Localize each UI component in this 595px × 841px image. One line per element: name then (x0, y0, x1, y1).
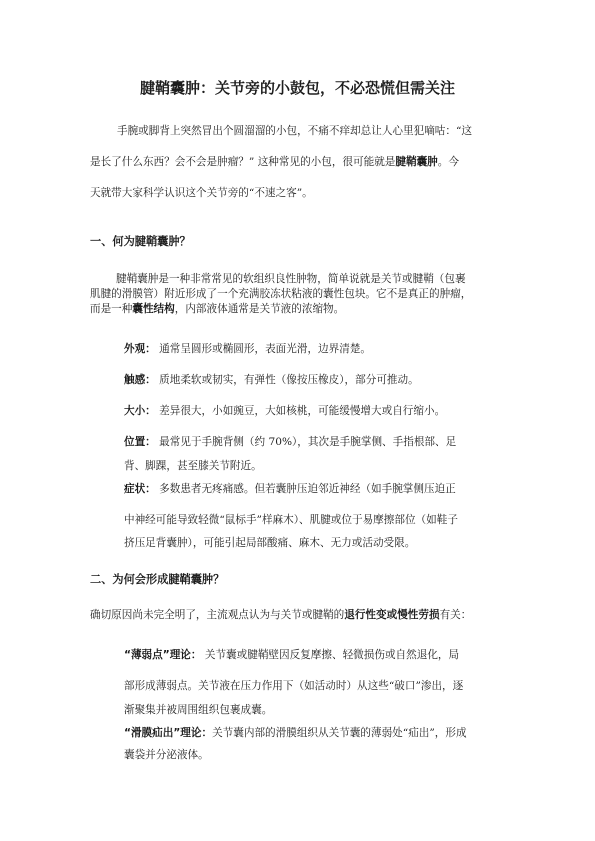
section-2-heading: 二、为何会形成腱鞘囊肿？ (90, 573, 225, 586)
document-page: 腱鞘囊肿：关节旁的小鼓包，不必恐慌但需关注 手腕或脚背上突然冒出个圆溜溜的小包，不痛不痒却总让人心里犯嘀咕：“这 是长了什么东西？会不会是肿瘤？” 这种常见的小包，很可能就是腱鞘囊肿。今 天就带大家科学认识这个关节旁的“不速之客”。 一、何为腱鞘囊肿？ 腱鞘囊肿是一种非常常见的软组织良性肿物，简单说就是关节或腱鞘（包裹 肌腱的滑膜管）附近形成了一个充满胶冻状粘液的囊性包块。它不是真正的肿瘤， 而是一种囊性结构，内部液体通常是关节液的浓缩物。 外观： 通常呈圆形或椭圆形，表面光滑，边界清楚。 触感： 质地柔软或韧实，有弹性（像按压橡皮），部分可推动。 大小： 差异很大，小如豌豆，大如核桃，可能缓慢增大或自行缩小。 位置： 最常见于手腕背侧（约 70%），其次是手腕掌侧、手指根部、足 背、脚踝，甚至膝关节附近。 症状： 多数患者无疼痛感。但若囊肿压迫邻近神经（如手腕掌侧压迫正 中神经可能导致轻微“鼠标手”样麻木）、肌腱或位于易摩擦部位（如鞋子 挤压足背囊肿），可能引起局部酸痛、麻木、无力或活动受限。 二、为何会形成腱鞘囊肿？ 确切原因尚未完全明了，主流观点认为与关节或腱鞘的退行性变或慢性劳损有关： “薄弱点”理论： 关节囊或腱鞘壁因反复摩擦、轻微损伤或自然退化，局 部形成薄弱点。关节液在压力作用下（如活动时）从这些“破口”渗出，逐 渐聚集并被周围组织包裹成囊。 “滑膜疝出”理论：关节囊内部的滑膜组织从关节囊的薄弱处“疝出”，形成 囊袋并分泌液体。 (0, 0, 595, 841)
feature-item-texture: 触感： 质地柔软或韧实，有弹性（像按压橡皮），部分可推动。 (124, 374, 419, 386)
feature-item-size: 大小： 差异很大，小如豌豆，大如核桃，可能缓慢增大或自行缩小。 (124, 405, 446, 417)
intro-line-3: 天就带大家科学认识这个关节旁的“不速之客”。 (90, 187, 313, 199)
page-title: 腱鞘囊肿：关节旁的小鼓包，不必恐慌但需关注 (139, 79, 455, 97)
section-1-line-1: 腱鞘囊肿是一种非常常见的软组织良性肿物，简单说就是关节或腱鞘（包裹 (116, 273, 466, 285)
intro-keyword: 腱鞘囊肿 (395, 156, 438, 168)
feature-item-appearance: 外观： 通常呈圆形或椭圆形，表面光滑，边界清楚。 (124, 343, 372, 355)
section-2-keyword: 退行性变或慢性劳损 (344, 609, 440, 621)
section-1-heading: 一、何为腱鞘囊肿？ (90, 235, 191, 248)
theory-label: “滑膜疝出”理论： (124, 727, 213, 739)
intro-line-2: 是长了什么东西？会不会是肿瘤？” 这种常见的小包，很可能就是腱鞘囊肿。今 (90, 156, 459, 168)
intro-line-1: 手腕或脚背上突然冒出个圆溜溜的小包，不痛不痒却总让人心里犯嘀咕：“这 (117, 125, 473, 137)
feature-label: 位置： (124, 436, 156, 448)
feature-label: 触感： (124, 374, 156, 386)
feature-label: 大小： (124, 405, 156, 417)
section-2-paragraph: 确切原因尚未完全明了，主流观点认为与关节或腱鞘的退行性变或慢性劳损有关： (90, 609, 472, 621)
feature-label: 外观： (124, 343, 156, 355)
section-1-keyword: 囊性结构 (132, 303, 175, 315)
section-1-line-2: 肌腱的滑膜管）附近形成了一个充满胶冻状粘液的囊性包块。它不是真正的肿瘤， (90, 288, 472, 300)
theory-label: “薄弱点”理论： (124, 649, 202, 661)
section-1-line-3: 而是一种囊性结构，内部液体通常是关节液的浓缩物。 (90, 303, 345, 315)
feature-label: 症状： (124, 483, 156, 495)
